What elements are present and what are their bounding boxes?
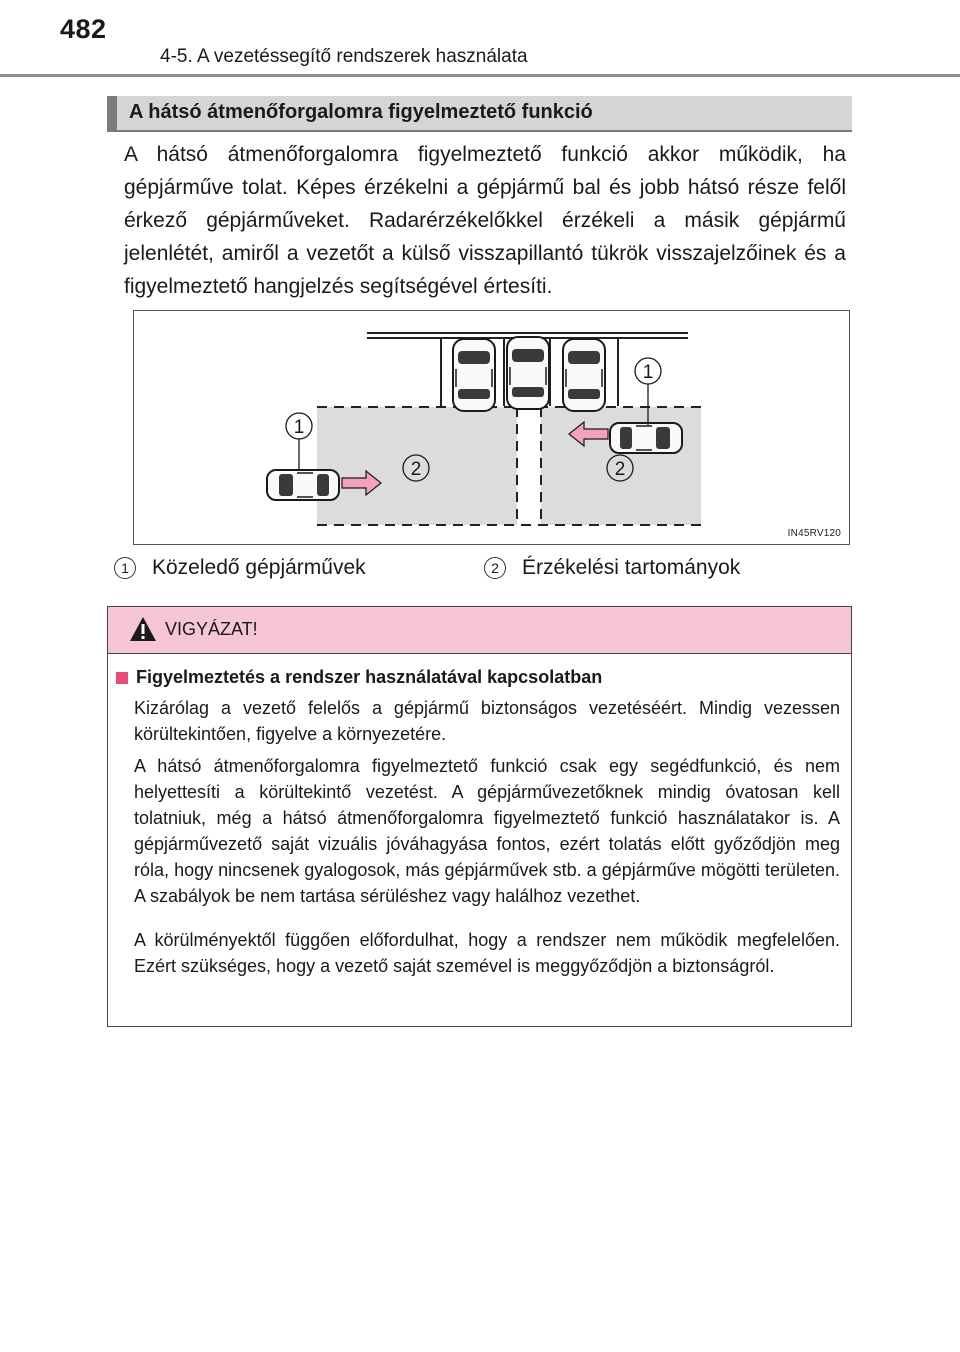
warning-paragraph-3: A körülményektől függően előfordulhat, hogy a rendszer nem működik megfelelően. Ezért szükséges, hogy a vezető saját szemével is meggyőződjön a biztonságról. (134, 930, 840, 976)
section-header (107, 96, 852, 132)
callout-label: 1 (293, 417, 305, 438)
parked-car-right (563, 339, 605, 411)
figure-code: IN45RV120 (787, 528, 841, 539)
callout-1-left (286, 413, 312, 439)
legend-number: 1 (114, 557, 136, 579)
legend-item-2 (484, 556, 740, 580)
warning-header (108, 607, 851, 654)
legend-text: Érzékelési tartományok (522, 556, 741, 579)
warning-box (107, 606, 852, 1027)
reversing-car (507, 337, 549, 409)
warning-triangle-icon (129, 616, 157, 642)
chapter-title: 4-5. A vezetéssegítő rendszerek használata (160, 46, 528, 67)
header-rule (0, 74, 960, 77)
callout-label: 2 (410, 459, 422, 480)
callout-2-left (403, 455, 429, 481)
rcta-illustration (133, 310, 850, 545)
bullet-square-icon (116, 672, 128, 684)
callout-2-right (607, 455, 633, 481)
parking-diagram (134, 311, 851, 546)
legend-text: Közeledő gépjárművek (152, 556, 366, 579)
legend-number: 2 (484, 557, 506, 579)
warning-paragraph-1: Kizárólag a vezető felelős a gépjármű biztonságos vezetéséért. Mindig vezessen körültekintően, figyelve a környezetére. (134, 698, 840, 744)
section-title: A hátsó átmenőforgalomra figyelmeztető funkció (129, 101, 593, 123)
callout-label: 2 (614, 459, 626, 480)
approaching-vehicle-left (267, 470, 339, 500)
legend-item-1 (114, 556, 366, 580)
callout-1-right (635, 358, 661, 384)
warning-subheading (116, 667, 602, 688)
callout-label: 1 (642, 362, 654, 383)
warning-paragraph-2: A hátsó átmenőforgalomra figyelmeztető funkció csak egy segédfunkció, és nem helyettesíti a körültekintő vezetést. A gépjárművezetőknek mindig óvatosan kell tolatniuk, még a hátsó átmenőforgalomra figyelmeztető funkció használatakor is. A gépjárművezető saját vizuális jóváhagyása fontos, ezért tolatás előtt győződjön meg róla, hogy nincsenek gyalogosok, más gépjárművek stb. a gépjárműve mögötti területen. A szabályok be nem tartása sérüléshez vagy halálhoz vezethet. (134, 756, 840, 906)
parked-car-left (453, 339, 495, 411)
approaching-vehicle-right (610, 423, 682, 453)
warning-subheading-text: Figyelmeztetés a rendszer használatával kapcsolatban (136, 667, 603, 687)
warning-label: VIGYÁZAT! (165, 619, 258, 639)
page-number: 482 (60, 14, 107, 44)
intro-paragraph: A hátsó átmenőforgalomra figyelmeztető funkció akkor működik, ha gépjárműve tolat. Képes érzékelni a gépjármű bal és jobb hátsó része felől érkező gépjárműveket. Radarérzékelőkkel érzékeli a másik gépjármű jelenlétét, amiről a vezetőt a külső visszapillantó tükrök visszajelzőinek és a figyelmeztető hangjelzés segítségével értesíti. (124, 143, 846, 298)
